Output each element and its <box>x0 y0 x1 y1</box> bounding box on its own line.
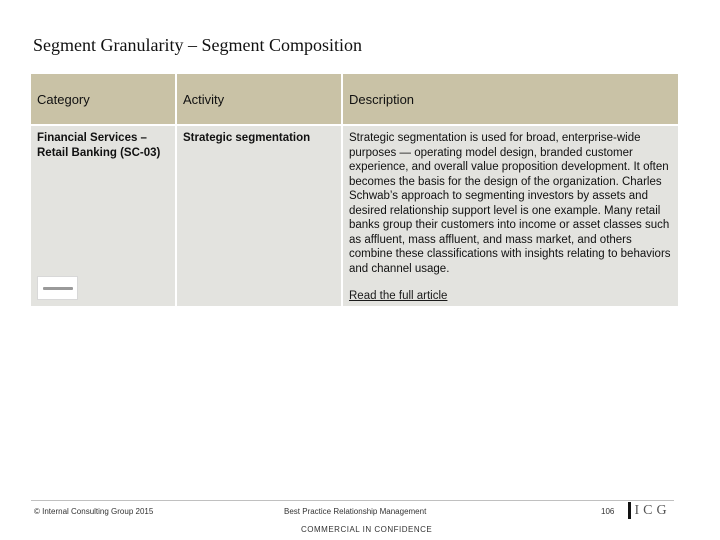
description-cell <box>343 126 678 306</box>
slide-title: Segment Granularity – Segment Composition <box>33 35 362 55</box>
activity-text: Strategic segmentation <box>183 132 311 144</box>
description-text: Strategic segmentation is used for broad, enterprise-wide purposes — operating model design, branded customer experience, and overall value proposition development. It often becomes the basis for the design of the organization. Charles Schwab’s approach to segmenting investors by assets and desired relationship support level is one example. Many retail banks group their customers into income or asset classes such as affluent, mass affluent, and mass market, and others combine these classifications with insights relating to behaviors and channel usage. <box>349 132 671 275</box>
brand-logo: ICG <box>634 502 671 518</box>
footer-title: Best Practice Relationship Management <box>284 507 427 516</box>
header-description: Description <box>343 74 678 124</box>
logo-mark <box>43 287 73 290</box>
category-text: Financial Services – Retail Banking (SC-03) <box>37 132 161 159</box>
header-activity: Activity <box>177 74 341 124</box>
header-category: Category <box>31 74 175 124</box>
footer-copyright: © Internal Consulting Group 2015 <box>34 507 154 516</box>
footer-divider <box>31 500 674 501</box>
activity-cell <box>177 126 341 306</box>
category-cell <box>31 126 175 306</box>
read-article-link[interactable]: Read the full article <box>349 290 448 302</box>
page-number: 106 <box>601 507 615 516</box>
composition-table <box>31 74 674 304</box>
footer-confidential: COMMERCIAL IN CONFIDENCE <box>301 525 433 534</box>
source-logo <box>37 276 78 300</box>
